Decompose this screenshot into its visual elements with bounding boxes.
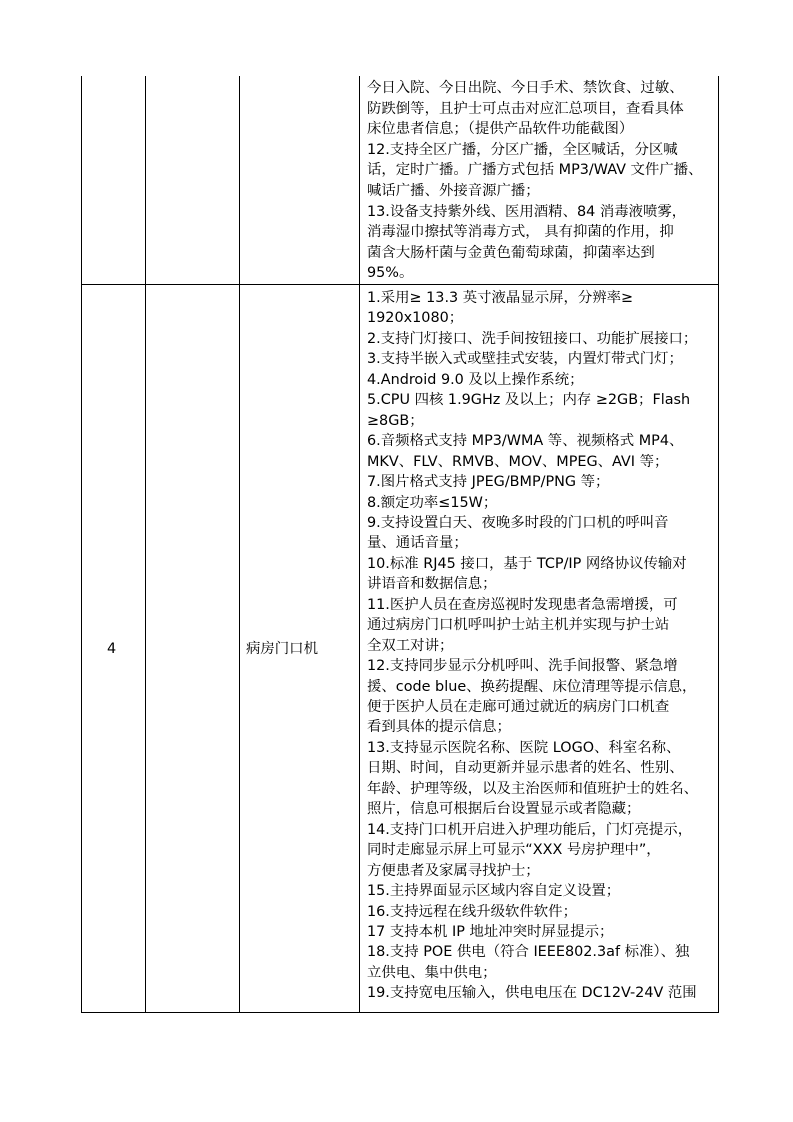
description-line: 量、通话音量；	[367, 535, 468, 552]
column-divider-2	[239, 76, 240, 1013]
description-line: 17 支持本机 IP 地址冲突时屏显提示；	[367, 923, 614, 940]
description-line: 19.支持宽电压输入，供电电压在 DC12V-24V 范围	[367, 985, 697, 1002]
column-divider-1	[145, 76, 146, 1013]
description-line: 18.支持 POE 供电（符合 IEEE802.3af 标准）、独	[367, 944, 690, 961]
description-line: 95%。	[367, 265, 414, 282]
description-line: 看到具体的提示信息；	[367, 719, 511, 736]
description-line: 9.支持设置白天、夜晚多时段的门口机的呼叫音	[367, 514, 669, 531]
description-line: 6.音频格式支持 MP3/WMA 等、视频格式 MP4、	[367, 433, 684, 450]
description-line: 11.医护人员在查房巡视时发现患者急需增援，可	[367, 596, 678, 613]
description-line: 2.支持门灯接口、洗手间按钮接口、功能扩展接口；	[367, 330, 698, 347]
description-line: 方便患者及家属寻找护士；	[367, 862, 540, 879]
description-line: 1.采用≥ 13.3 英寸液晶显示屏，分辨率≥	[367, 290, 634, 306]
description-line: 照片，信息可根据后台设置显示或者隐藏；	[367, 801, 641, 818]
description-line: 年龄、护理等级，以及主治医师和值班护士的姓名、	[367, 780, 698, 797]
description-line: 今日入院、今日出院、今日手术、禁饮食、过敏、	[367, 80, 684, 96]
description-line: 防跌倒等，且护士可点击对应汇总项目，查看具体	[367, 100, 684, 117]
description-line: 话，定时广播。广播方式包括 MP3/WAV 文件广播、	[367, 162, 703, 179]
description-line: ≥8GB；	[367, 412, 424, 429]
description-line: 讲语音和数据信息；	[367, 576, 497, 593]
description-line: 1920x1080；	[367, 310, 464, 327]
description-line: 15.主持界面显示区域内容自定义设置；	[367, 883, 621, 900]
item-name: 病房门口机	[246, 641, 318, 657]
description-line: 全双工对讲；	[367, 637, 454, 654]
description-line: 消毒湿巾擦拭等消毒方式， 具有抑菌的作用，抑	[367, 224, 674, 241]
description-line: 菌含大肠杆菌与金黄色葡萄球菌，抑菌率达到	[367, 244, 655, 261]
column-divider-3	[359, 76, 360, 1013]
description-line: 通过病房门口机呼叫护士站主机并实现与护士站	[367, 617, 670, 634]
description-line: 14.支持门口机开启进入护理功能后，门灯亮提示，	[367, 821, 693, 838]
description-line: 同时走廊显示屏上可显示“XXX 号房护理中”，	[367, 842, 661, 859]
description-line: 10.标准 RJ45 接口，基于 TCP/IP 网络协议传输对	[367, 555, 687, 572]
table-border-left	[81, 76, 82, 1013]
description-line: 喊话广播、外接音源广播；	[367, 183, 540, 199]
description-line: MKV、FLV、RMVB、MOV、MPEG、AVI 等；	[367, 453, 669, 470]
description-line: 7.图片格式支持 JPEG/BMP/PNG 等；	[367, 474, 610, 491]
description-line: 8.额定功率≤15W；	[367, 494, 498, 511]
description-line: 5.CPU 四核 1.9GHz 及以上；内存 ≥2GB；Flash	[367, 392, 691, 409]
description-line: 援、code blue、换药提醒、床位清理等提示信息，	[367, 678, 697, 695]
table-border-bottom	[81, 1012, 719, 1013]
table-border-right	[718, 76, 719, 1013]
row-divider	[81, 284, 719, 285]
description-line: 16.支持远程在线升级软件软件；	[367, 903, 577, 920]
description-line: 12.支持全区广播，分区广播，全区喊话，分区喊	[367, 141, 678, 158]
description-line: 便于医护人员在走廊可通过就近的病房门口机查	[367, 699, 670, 715]
description-line: 日期、时间，自动更新并显示患者的姓名、性别、	[367, 760, 684, 777]
description-line: 13.支持显示医院名称、医院 LOGO、科室名称、	[367, 739, 681, 756]
description-line: 床位患者信息；（提供产品软件功能截图）	[367, 121, 634, 138]
row-number: 4	[107, 641, 117, 657]
description-line: 立供电、集中供电；	[367, 964, 497, 981]
description-line: 12.支持同步显示分机呼叫、洗手间报警、紧急增	[367, 658, 678, 675]
description-line: 4.Android 9.0 及以上操作系统；	[367, 371, 584, 388]
description-line: 13.设备支持紫外线、医用酒精、84 消毒液喷雾，	[367, 203, 687, 220]
description-line: 3.支持半嵌入式或壁挂式安装，内置灯带式门灯；	[367, 351, 683, 368]
